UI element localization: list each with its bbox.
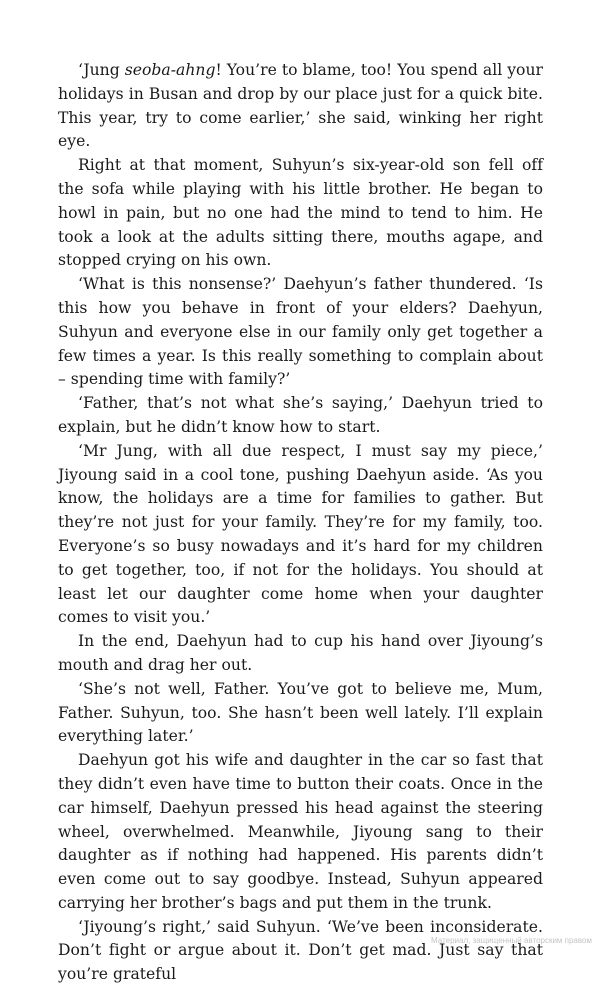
paragraph-9: ‘Jiyoung’s right,’ said Suhyun. ‘We’ve been inconsiderate. Don’t fight or argue about it. Don’t get mad. Just say that you’re grateful (58, 917, 543, 984)
paragraph-4: ‘Father, that’s not what she’s saying,’ Daehyun tried to explain, but he didn’t know how to start. (58, 394, 543, 436)
paragraph-6: In the end, Daehyun had to cup his hand over Jiyoung’s mouth and drag her out. (58, 632, 543, 674)
paragraph-2: Right at that moment, Suhyun’s six-year-old son fell off the sofa while playing with his little brother. He began to howl in pain, but no one had the mind to tend to him. He took a look at the adults sitting there, mouths agape, and stopped crying on his own. (58, 156, 543, 270)
paragraph-1-rest: ! You’re to blame, too! You spend all your holidays in Busan and drop by our place just for a quick bite. This year, try to come earlier,’ she said, winking her right eye. (58, 61, 543, 151)
paragraph-1 (58, 59, 543, 154)
paragraph-5: ‘Mr Jung, with all due respect, I must say my piece,’ Jiyoung said in a cool tone, pushing Daehyun aside. ‘As you know, the holidays are a time for families to gather. But they’re not just for your family. They’re for my family, too. Everyone’s so busy nowadays and it’s hard for my children to get together, too, if not for the holidays. You should at least let our daughter come home when your daughter comes to visit you.’ (58, 441, 543, 627)
italic-term-seoba-ahng: seoba-ahng (124, 61, 216, 79)
paragraph-7: ‘She’s not well, Father. You’ve got to believe me, Mum, Father. Suhyun, too. She hasn’t been well lately. I’ll explain everything later.’ (58, 679, 543, 746)
paragraph-8: Daehyun got his wife and daughter in the car so fast that they didn’t even have time to button their coats. Once in the car himself, Daehyun pressed his head against the steering wheel, overwhelmed. Meanwhile, Jiyoung sang to their daughter as if nothing had happened. His parents didn’t even come out to say goodbye. Instead, Suhyun appeared carrying her brother’s bags and put them in the trunk. (58, 751, 543, 912)
book-page-body (58, 59, 543, 987)
copyright-watermark: Материал, защищенный авторским правом (431, 936, 592, 945)
paragraph-3: ‘What is this nonsense?’ Daehyun’s father thundered. ‘Is this how you behave in front of your elders? Daehyun, Suhyun and everyone else in our family only get together a few times a year. Is this really something to complain about – spending time with family?’ (58, 275, 543, 389)
paragraph-1-start: ‘Jung (78, 61, 125, 79)
